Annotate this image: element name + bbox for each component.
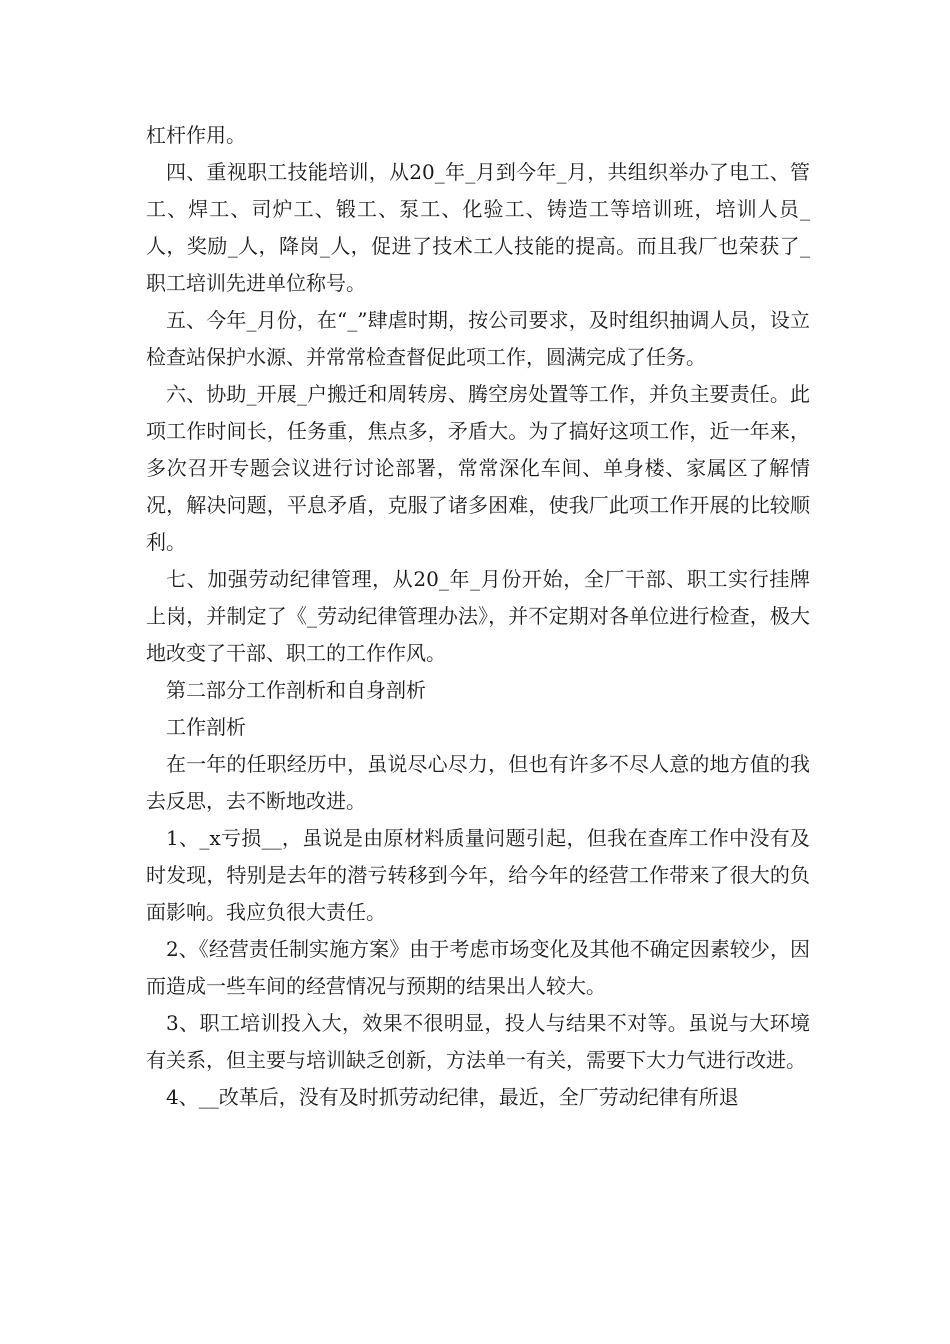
section-heading: 第二部分工作剖析和自身剖析	[166, 678, 426, 702]
paragraph-10: 2、《经营责任制实施方案》由于考虑市场变化及其他不确定因素较少，因而造成一些车间的经营情况与预期的结果出人较大。	[146, 937, 810, 998]
paragraph-9: 1、_x亏损__，虽说是由原材料质量问题引起，但我在查库工作中没有及时发现，特别是去年的潜亏转移到今年，给今年的经营工作带来了很大的负面影响。我应负很大责任。	[146, 826, 810, 924]
paragraph-8: 在一年的任职经历中，虽说尽心尽力，但也有许多不尽人意的地方值的我去反思，去不断地改进。	[146, 752, 810, 813]
paragraph-1: 杠杆作用。	[146, 123, 246, 147]
document-body	[146, 117, 810, 1116]
paragraph-5: 七、加强劳动纪律管理，从20_年_月份开始，全厂干部、职工实行挂牌上岗，并制定了《_劳动纪律管理办法》，并不定期对各单位进行检查，极大地改变了干部、职工的工作作风。	[146, 567, 810, 665]
paragraph-11: 3、职工培训投入大，效果不很明显，投人与结果不对等。虽说与大环境有关系，但主要与培训缺乏创新，方法单一有关，需要下大力气进行改进。	[146, 1011, 810, 1072]
subsection-heading: 工作剖析	[166, 715, 246, 739]
paragraph-4: 六、协助_开展_户搬迁和周转房、腾空房处置等工作，并负主要责任。此项工作时间长，任务重，焦点多，矛盾大。为了搞好这项工作，近一年来，多次召开专题会议进行讨论部署，常常深化车间、单身楼、家属区了解情况，解决问题，平息矛盾，克服了诸多困难，使我厂此项工作开展的比较顺利。	[146, 382, 810, 554]
paragraph-12: 4、__改革后，没有及时抓劳动纪律，最近，全厂劳动纪律有所退	[166, 1085, 739, 1109]
paragraph-2: 四、重视职工技能培训，从20_年_月到今年_月，共组织举办了电工、管工、焊工、司炉工、锻工、泵工、化验工、铸造工等培训班，培训人员_人，奖励_人，降岗_人，促进了技术工人技能的提高。而且我厂也荣获了_职工培训先进单位称号。	[146, 160, 810, 295]
paragraph-3: 五、今年_月份，在“_”肆虐时期，按公司要求，及时组织抽调人员，设立检查站保护水源、并常常检查督促此项工作，圆满完成了任务。	[146, 308, 810, 369]
